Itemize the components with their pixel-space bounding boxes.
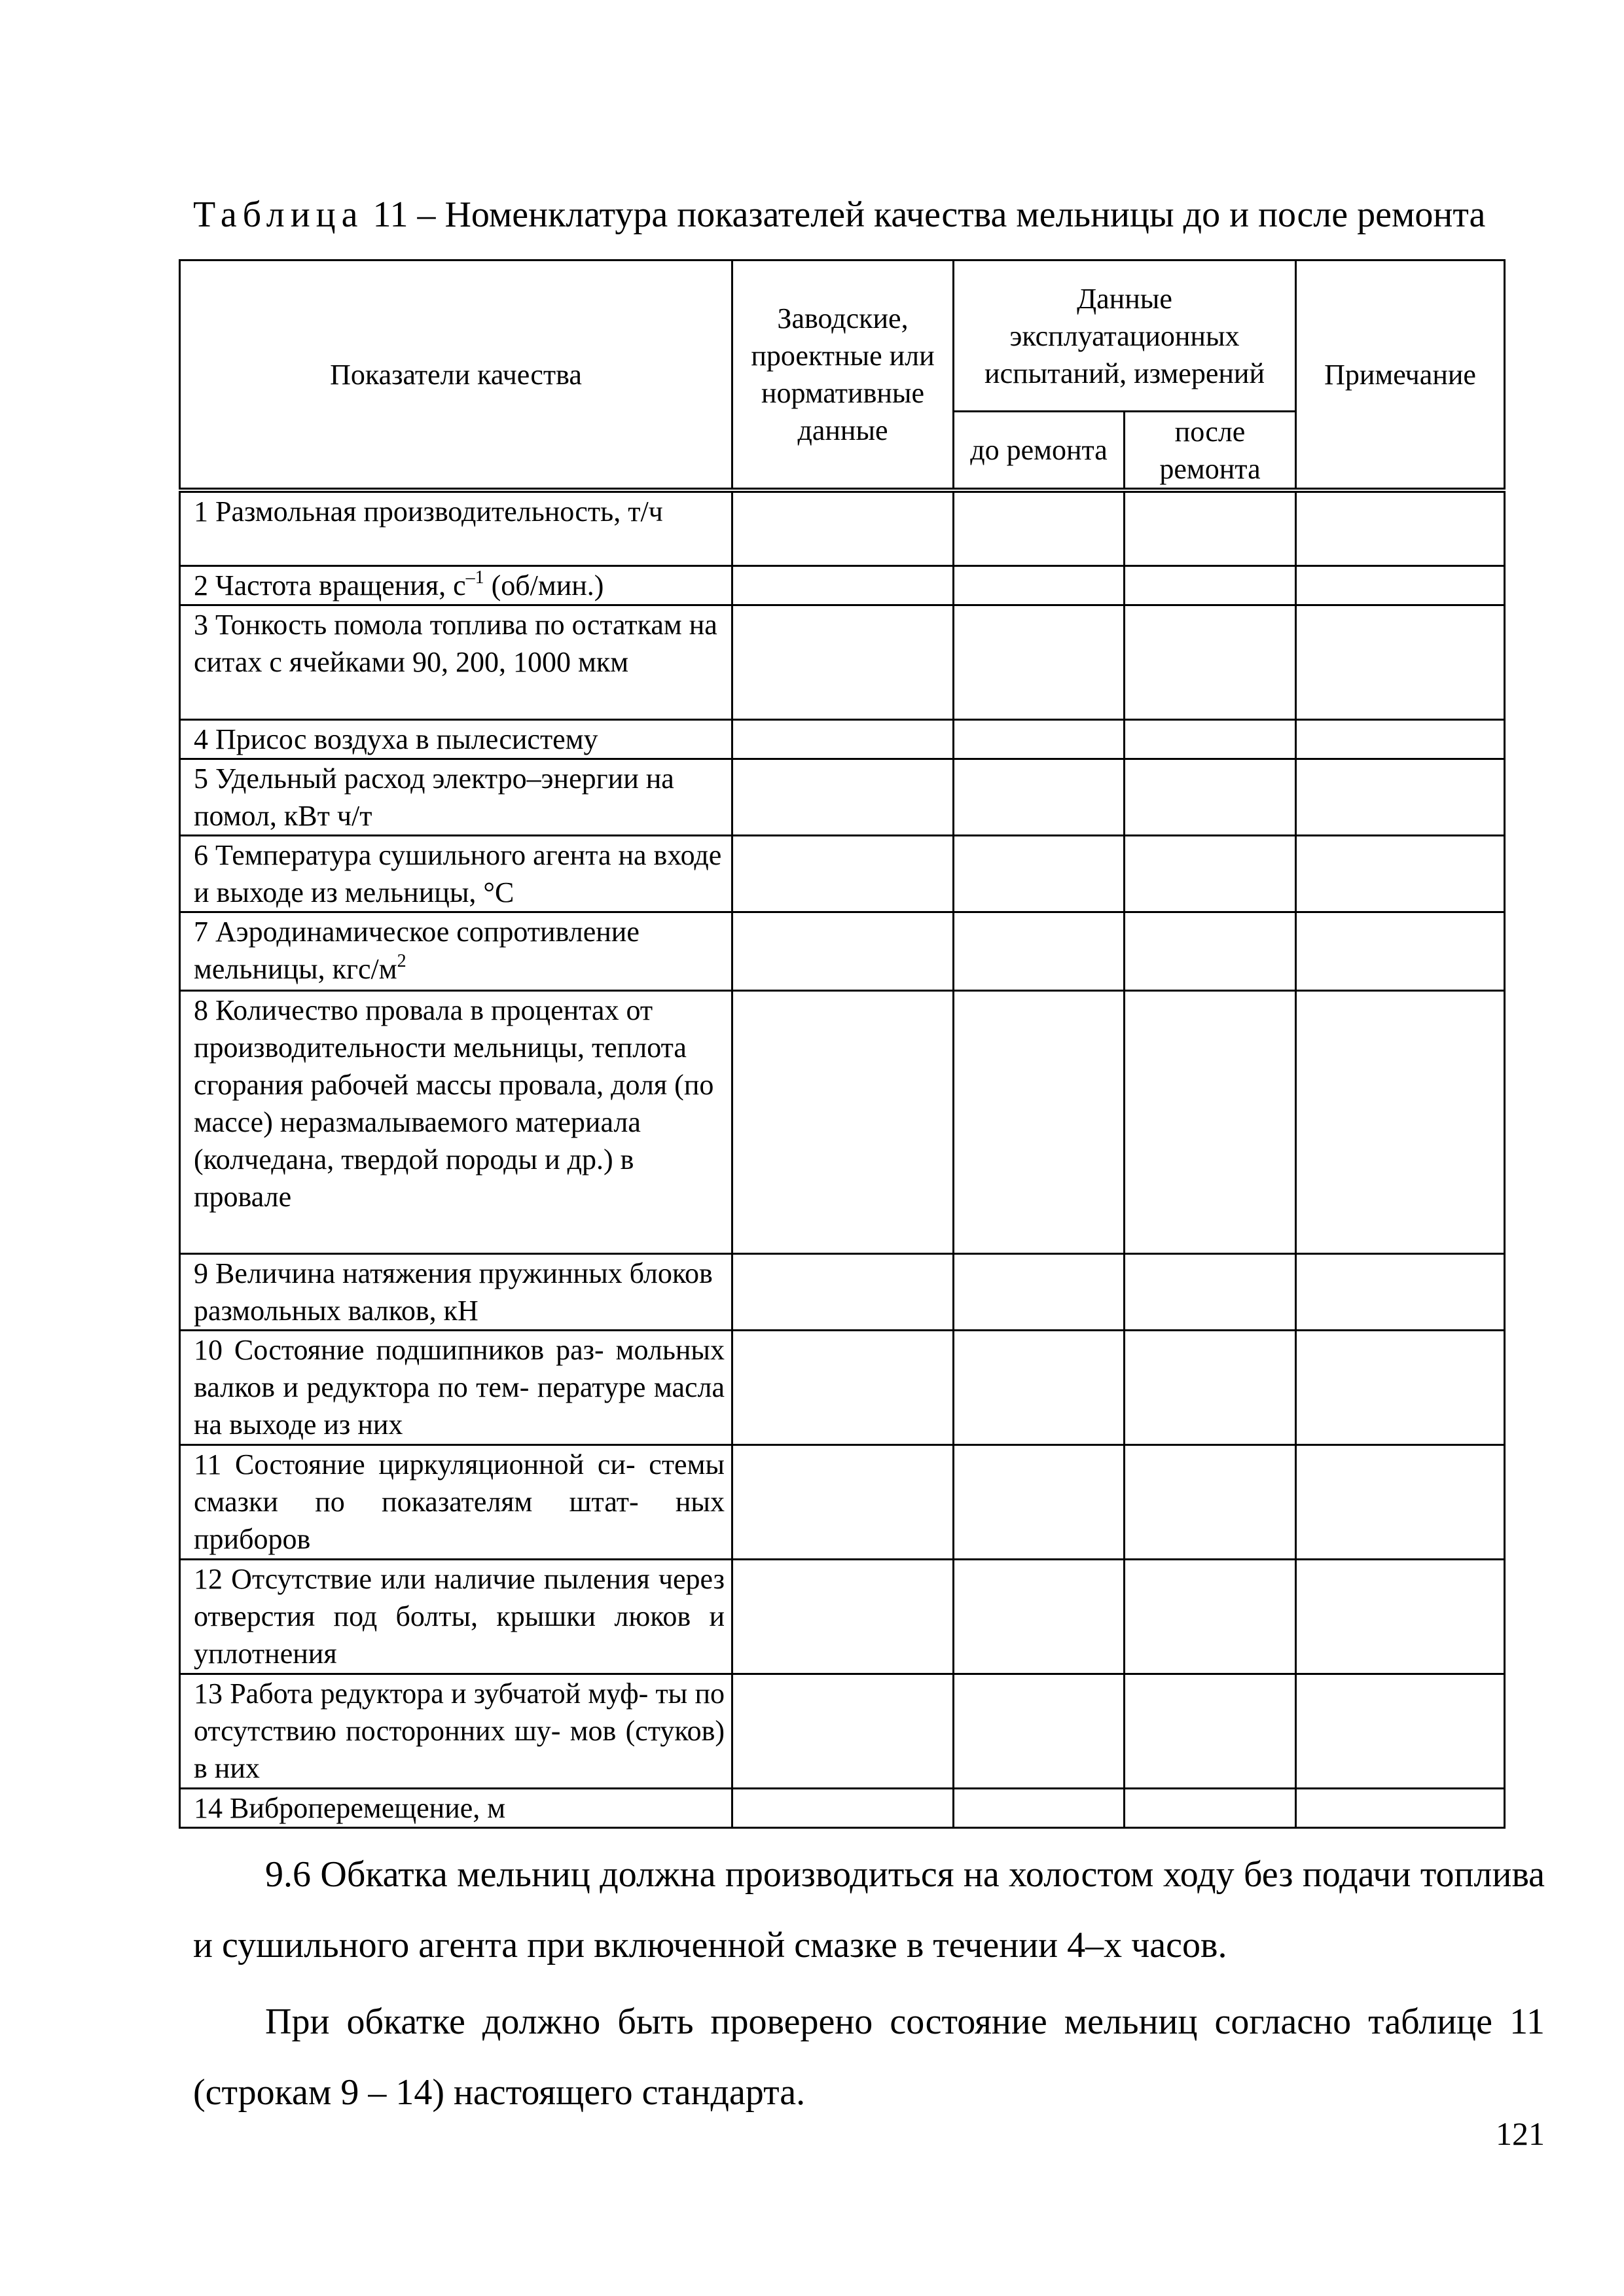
after-cell bbox=[1125, 719, 1296, 759]
factory-cell bbox=[732, 990, 954, 1253]
note-cell bbox=[1296, 565, 1505, 605]
table-caption-text: 11 – Номенклатура показателей качества мельницы до и после ремонта bbox=[363, 194, 1486, 235]
table-row bbox=[180, 1674, 1505, 1788]
factory-cell bbox=[732, 1330, 954, 1444]
before-cell bbox=[954, 719, 1125, 759]
after-cell bbox=[1125, 565, 1296, 605]
header-note: Примечание bbox=[1296, 260, 1505, 491]
note-cell bbox=[1296, 1674, 1505, 1788]
after-cell bbox=[1125, 912, 1296, 990]
before-cell bbox=[954, 1788, 1125, 1827]
note-cell bbox=[1296, 1330, 1505, 1444]
factory-cell bbox=[732, 835, 954, 912]
note-cell bbox=[1296, 605, 1505, 719]
paragraph-check: При обкатке должно быть проверено состояние мельниц согласно таблице 11 (строкам 9 – 14) настоящего стандарта. bbox=[193, 2001, 1545, 2113]
header-operational-data: Данные эксплуатационных испытаний, измерений bbox=[954, 260, 1296, 412]
factory-cell bbox=[732, 759, 954, 835]
note-cell bbox=[1296, 719, 1505, 759]
note-cell bbox=[1296, 1253, 1505, 1330]
after-cell bbox=[1125, 605, 1296, 719]
after-cell bbox=[1125, 490, 1296, 565]
before-cell bbox=[954, 490, 1125, 565]
table-row bbox=[180, 605, 1505, 719]
table-row bbox=[180, 719, 1505, 759]
indicator-cell: 5 Удельный расход электро–энергии на помол, кВт ч/т bbox=[180, 759, 732, 835]
indicator-cell: 10 Состояние подшипников раз- мольных валков и редуктора по тем- пературе масла на выходе из них bbox=[180, 1330, 732, 1444]
factory-cell bbox=[732, 719, 954, 759]
factory-cell bbox=[732, 565, 954, 605]
table-row bbox=[180, 835, 1505, 912]
table-row bbox=[180, 759, 1505, 835]
factory-cell bbox=[732, 1788, 954, 1827]
before-cell bbox=[954, 1253, 1125, 1330]
factory-cell bbox=[732, 1674, 954, 1788]
note-cell bbox=[1296, 1788, 1505, 1827]
table-row bbox=[180, 1559, 1505, 1674]
after-cell bbox=[1125, 1674, 1296, 1788]
note-cell bbox=[1296, 912, 1505, 990]
before-cell bbox=[954, 912, 1125, 990]
after-cell bbox=[1125, 1330, 1296, 1444]
indicator-cell: 6 Температура сушильного агента на входе и выходе из мельницы, °С bbox=[180, 835, 732, 912]
note-cell bbox=[1296, 990, 1505, 1253]
after-cell bbox=[1125, 1444, 1296, 1559]
factory-cell bbox=[732, 490, 954, 565]
note-cell bbox=[1296, 1559, 1505, 1674]
page-number: 121 bbox=[1496, 2115, 1545, 2152]
header-after-repair: после ремонта bbox=[1125, 412, 1296, 491]
note-cell bbox=[1296, 1444, 1505, 1559]
header-indicator: Показатели качества bbox=[180, 260, 732, 491]
before-cell bbox=[954, 1559, 1125, 1674]
quality-indicators-table bbox=[179, 259, 1506, 1829]
before-cell bbox=[954, 759, 1125, 835]
before-cell bbox=[954, 605, 1125, 719]
before-cell bbox=[954, 1330, 1125, 1444]
indicator-cell: 14 Виброперемещение, м bbox=[180, 1788, 732, 1827]
table-caption bbox=[193, 191, 1545, 238]
indicator-cell: 12 Отсутствие или наличие пыления через отверстия под болты, крышки люков и уплотнения bbox=[180, 1559, 732, 1674]
header-before-repair: до ремонта bbox=[954, 412, 1125, 491]
before-cell bbox=[954, 1444, 1125, 1559]
before-cell bbox=[954, 565, 1125, 605]
note-cell bbox=[1296, 759, 1505, 835]
table-row bbox=[180, 990, 1505, 1253]
table-row bbox=[180, 912, 1505, 990]
before-cell bbox=[954, 990, 1125, 1253]
after-cell bbox=[1125, 1788, 1296, 1827]
table-row bbox=[180, 1330, 1505, 1444]
after-cell bbox=[1125, 759, 1296, 835]
note-cell bbox=[1296, 490, 1505, 565]
note-cell bbox=[1296, 835, 1505, 912]
indicator-cell: 1 Размольная производительность, т/ч bbox=[180, 490, 732, 565]
after-cell bbox=[1125, 990, 1296, 1253]
factory-cell bbox=[732, 1559, 954, 1674]
indicator-cell: 7 Аэродинамическое сопротивление мельницы, кгс/$м^2$ bbox=[180, 912, 732, 990]
factory-cell bbox=[732, 1253, 954, 1330]
table-caption-label: Таблица bbox=[193, 194, 364, 235]
paragraph-run-in: 9.6 Обкатка мельниц должна производиться на холостом ходу без подачи топлива и сушильного агента при включенной смазке в течении 4–х часов. bbox=[193, 1854, 1545, 1965]
factory-cell bbox=[732, 912, 954, 990]
indicator-cell: 13 Работа редуктора и зубчатой муф- ты по отсутствию посторонних шу- мов (стуков) в них bbox=[180, 1674, 732, 1788]
table-row bbox=[180, 490, 1505, 565]
after-cell bbox=[1125, 1559, 1296, 1674]
before-cell bbox=[954, 835, 1125, 912]
indicator-cell: 11 Состояние циркуляционной си- стемы смазки по показателям штат- ных приборов bbox=[180, 1444, 732, 1559]
header-factory-data: Заводские, проектные или нормативные данные bbox=[732, 260, 954, 491]
factory-cell bbox=[732, 1444, 954, 1559]
table-row bbox=[180, 1253, 1505, 1330]
table-row bbox=[180, 1788, 1505, 1827]
table-row bbox=[180, 1444, 1505, 1559]
before-cell bbox=[954, 1674, 1125, 1788]
indicator-cell: 9 Величина натяжения пружинных блоков размольных валков, кН bbox=[180, 1253, 732, 1330]
indicator-cell: 4 Присос воздуха в пылесистему bbox=[180, 719, 732, 759]
indicator-cell: 3 Тонкость помола топлива по остаткам на ситах с ячейками 90, 200, 1000 мкм bbox=[180, 605, 732, 719]
factory-cell bbox=[732, 605, 954, 719]
after-cell bbox=[1125, 1253, 1296, 1330]
indicator-cell: 8 Количество провала в процентах от производительности мельницы, теплота сгорания рабочей массы провала, доля (по массе) неразмалываемого материала (колчедана, твердой породы и др.) в провале bbox=[180, 990, 732, 1253]
table-row bbox=[180, 565, 1505, 605]
indicator-cell: 2 Частота вращения, $с^{-1}$ (об/мин.) bbox=[180, 565, 732, 605]
after-cell bbox=[1125, 835, 1296, 912]
